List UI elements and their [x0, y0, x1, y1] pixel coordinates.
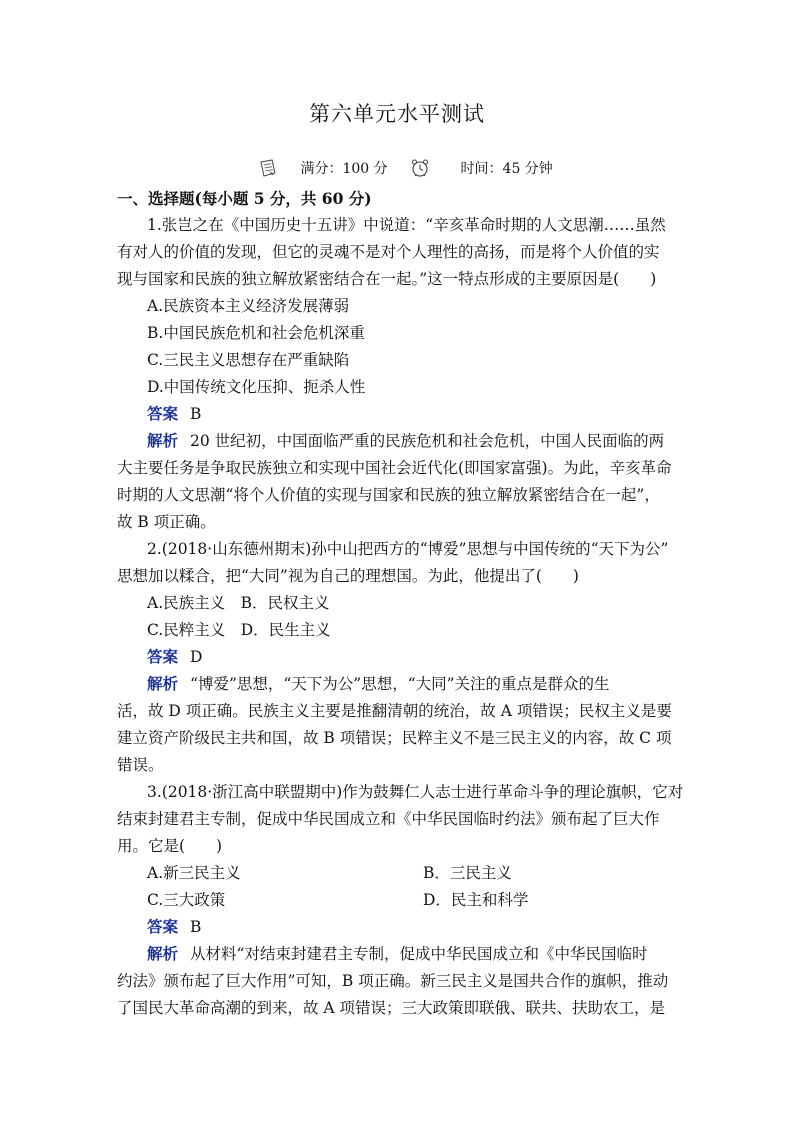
option-d: D．民主和科学 — [423, 891, 529, 909]
question-stem-line: 思想加以糅合，把“大同”视为自己的理想国。为此，他提出了( ) — [117, 567, 579, 585]
answer-row — [147, 914, 201, 940]
option-row: A.民族主义 B．民权主义 — [147, 594, 330, 612]
answer-label: 答案 — [147, 647, 179, 666]
exam-meta — [258, 158, 553, 178]
question-stem-line: 2.(2018·山东德州期末)孙中山把西方的“博爱”思想与中国传统的“天下为公” — [147, 540, 669, 558]
option-c: C.三民主义思想存在严重缺陷 — [147, 351, 350, 369]
question-stem-line: 结束封建君主专制，促成中华民国成立和《中华民国临时约法》颁布起了巨大作 — [117, 810, 660, 828]
answer-value: D — [190, 648, 203, 666]
answer-row — [147, 644, 202, 670]
section-heading: 一、选择题(每小题 5 分，共 60 分) — [117, 189, 372, 208]
analysis-line: 错误。 — [117, 756, 164, 774]
answer-row — [147, 401, 201, 427]
page-title: 第六单元水平测试 — [309, 102, 485, 126]
analysis-line: 时期的人文思潮“将个人价值的实现与国家和民族的独立解放紧密结合在一起”， — [117, 486, 660, 504]
question-stem-line: 1.张岂之在《中国历史十五讲》中说道：“辛亥革命时期的人文思潮……虽然 — [147, 216, 666, 234]
analysis-line: 20 世纪初，中国面临严重的民族危机和社会危机，中国人民面临的两 — [190, 432, 665, 450]
analysis-row — [147, 671, 610, 697]
analysis-line: 约法》颁布起了巨大作用”可知，B 项正确。新三民主义是国共合作的旗帜，推动 — [117, 972, 669, 990]
exam-time: 时间：45 分钟 — [460, 161, 553, 177]
analysis-label: 解析 — [147, 431, 179, 450]
option-c: C.三大政策 — [147, 891, 226, 909]
option-a: A.民族资本主义经济发展薄弱 — [147, 297, 350, 315]
answer-value: B — [190, 918, 202, 936]
analysis-line: 了国民大革命高潮的到来，故 A 项错误；三大政策即联俄、联共、扶助农工，是 — [117, 999, 666, 1017]
option-row — [147, 887, 225, 913]
analysis-line: 建立资产阶级民主共和国，故 B 项错误；民粹主义不是三民主义的内容，故 C 项 — [117, 729, 672, 747]
score-paper-icon — [258, 158, 278, 178]
option-row — [147, 860, 241, 886]
question-stem-line: 现与国家和民族的独立解放紧密结合在一起。”这一特点形成的主要原因是( ) — [117, 270, 657, 288]
option-a: A.新三民主义 — [147, 864, 241, 882]
option-b: B.中国民族危机和社会危机深重 — [147, 324, 365, 342]
full-score: 满分：100 分 — [300, 161, 388, 177]
clock-icon — [410, 158, 430, 178]
question-stem-line: 3.(2018·浙江高中联盟期中)作为鼓舞仁人志士进行革命斗争的理论旗帜，它对 — [147, 783, 684, 801]
analysis-row — [147, 941, 647, 967]
question-stem-line: 有对人的价值的发现，但它的灵魂不是对个人理性的高扬，而是将个人价值的实 — [117, 243, 660, 261]
option-b: B．三民主义 — [423, 864, 512, 882]
analysis-line: “博爱”思想，“天下为公”思想，“大同”关注的重点是群众的生 — [190, 675, 610, 693]
answer-label: 答案 — [147, 917, 179, 936]
analysis-label: 解析 — [147, 674, 179, 693]
question-stem-line: 用。它是( ) — [117, 837, 223, 855]
analysis-line: 故 B 项正确。 — [117, 513, 216, 531]
analysis-line: 大主要任务是争取民族独立和实现中国社会近代化(即国家富强)。为此，辛亥革命 — [117, 459, 672, 477]
analysis-row — [147, 428, 664, 454]
analysis-label: 解析 — [147, 944, 179, 963]
option-d: D.中国传统文化压抑、扼杀人性 — [147, 378, 366, 396]
answer-label: 答案 — [147, 404, 179, 423]
option-row: C.民粹主义 D．民生主义 — [147, 621, 331, 639]
analysis-line: 活，故 D 项正确。民族主义主要是推翻清朝的统治，故 A 项错误；民权主义是要 — [117, 702, 672, 720]
analysis-line: 从材料“对结束封建君主专制，促成中华民国成立和《中华民国临时 — [190, 945, 648, 963]
answer-value: B — [190, 405, 202, 423]
